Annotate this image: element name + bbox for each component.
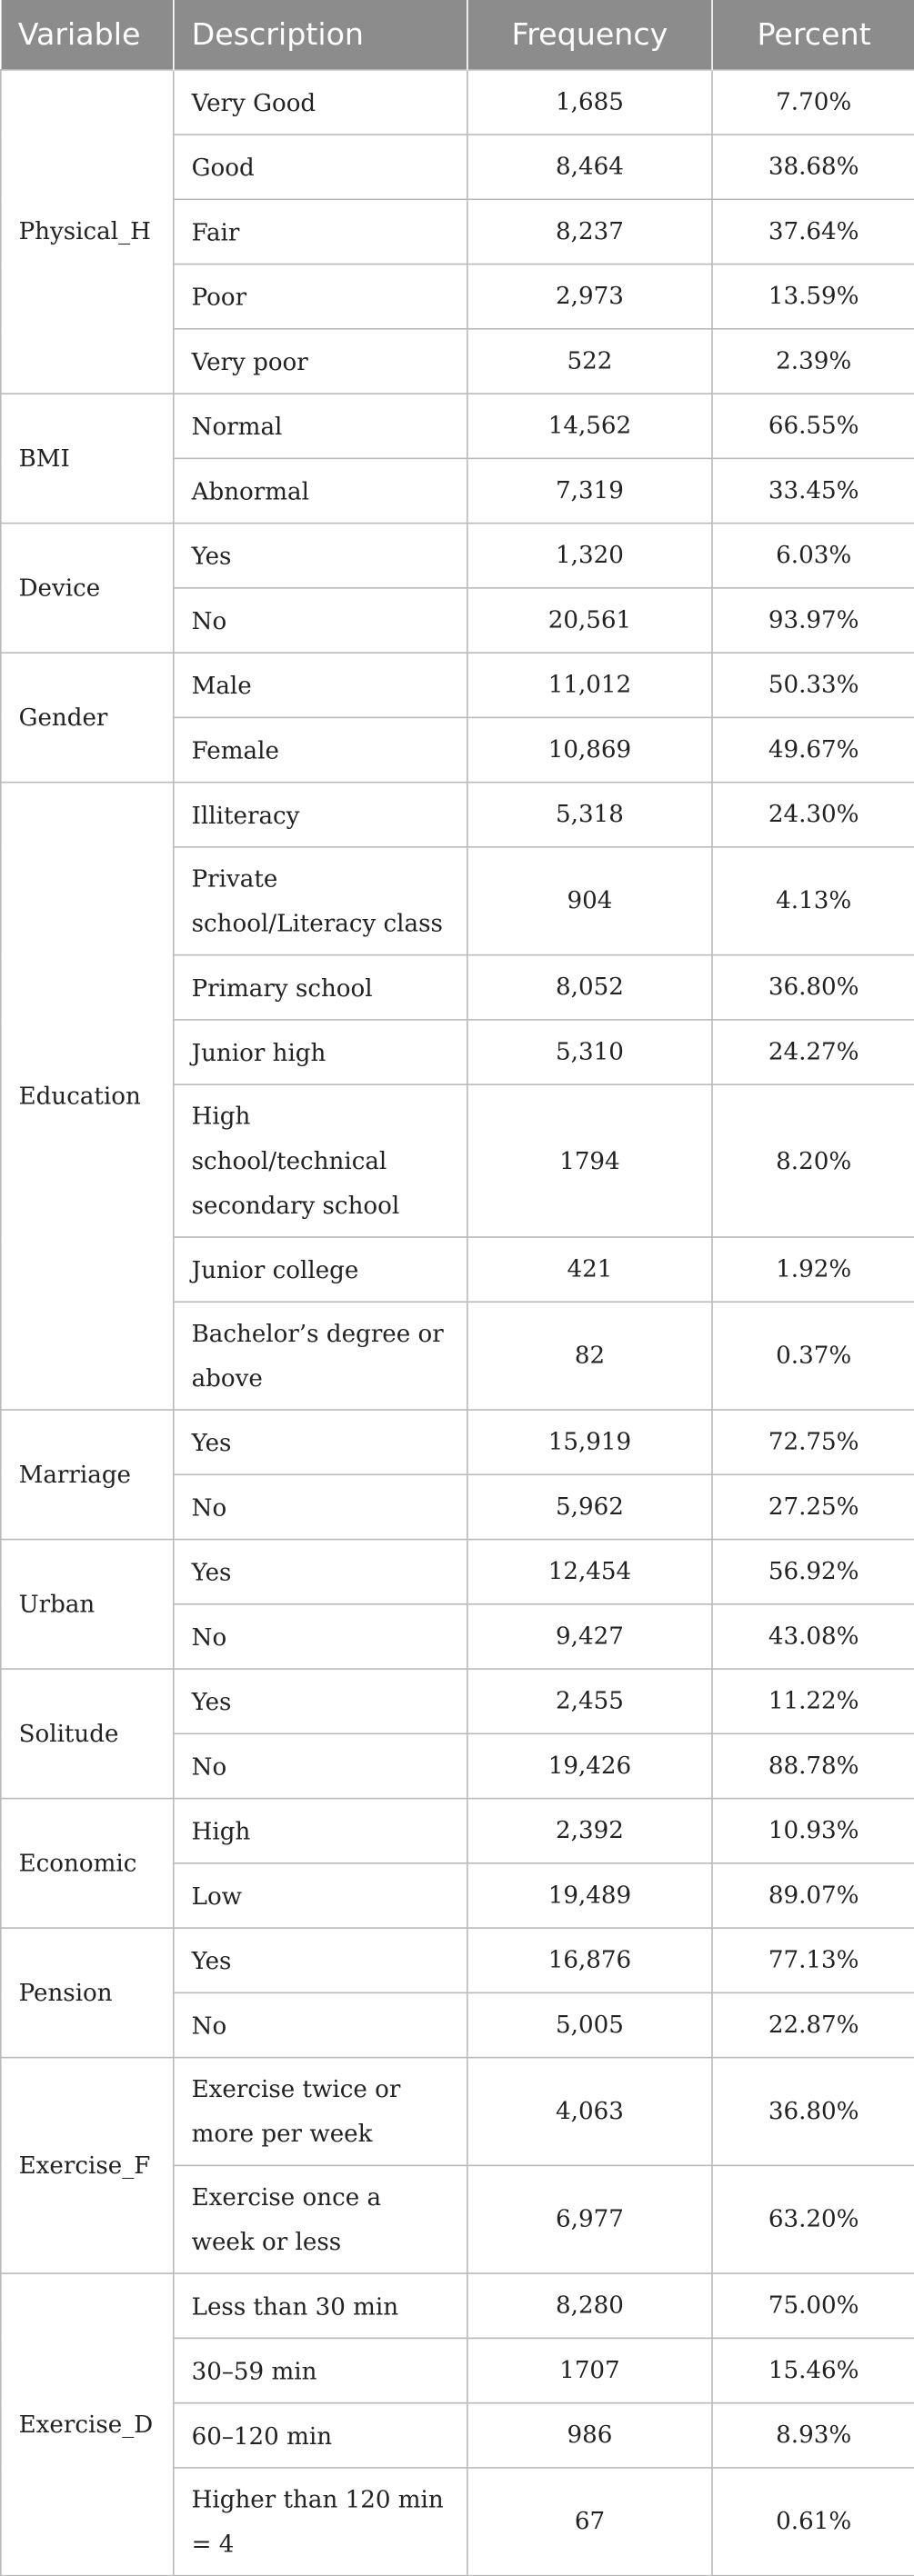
description-cell: Higher than 120 min = 4 bbox=[174, 2468, 467, 2576]
description-cell: Good bbox=[174, 135, 467, 199]
description-cell: No bbox=[174, 588, 467, 653]
description-cell: No bbox=[174, 1733, 467, 1798]
header-description: Description bbox=[174, 0, 467, 70]
table-row bbox=[1, 653, 914, 717]
percent-cell: 49.67% bbox=[712, 717, 914, 782]
description-cell: Illiteracy bbox=[174, 783, 467, 847]
description-cell: Private school/Literacy class bbox=[174, 847, 467, 955]
description-cell: Female bbox=[174, 717, 467, 782]
table-header bbox=[1, 0, 914, 70]
table-row bbox=[1, 2058, 914, 2166]
description-cell: Yes bbox=[174, 1540, 467, 1604]
variable-cell: Exercise_F bbox=[1, 2058, 174, 2274]
percent-cell: 36.80% bbox=[712, 955, 914, 1020]
variable-cell: Gender bbox=[1, 653, 174, 783]
percent-cell: 1.92% bbox=[712, 1237, 914, 1302]
frequency-cell: 16,876 bbox=[467, 1928, 712, 1992]
frequency-cell: 82 bbox=[467, 1302, 712, 1410]
table-row bbox=[1, 1799, 914, 1863]
description-cell: No bbox=[174, 1604, 467, 1669]
frequency-cell: 1,320 bbox=[467, 524, 712, 588]
frequency-cell: 904 bbox=[467, 847, 712, 955]
description-cell: Poor bbox=[174, 265, 467, 329]
variable-cell: Device bbox=[1, 524, 174, 654]
percent-cell: 36.80% bbox=[712, 2058, 914, 2166]
variable-cell: Urban bbox=[1, 1540, 174, 1670]
variable-cell: Marriage bbox=[1, 1410, 174, 1540]
table-row bbox=[1, 1669, 914, 1733]
percent-cell: 8.93% bbox=[712, 2403, 914, 2468]
frequency-cell: 15,919 bbox=[467, 1410, 712, 1474]
percent-cell: 89.07% bbox=[712, 1863, 914, 1928]
header-row bbox=[1, 0, 914, 70]
percent-cell: 0.61% bbox=[712, 2468, 914, 2576]
percent-cell: 11.22% bbox=[712, 1669, 914, 1733]
frequency-cell: 9,427 bbox=[467, 1604, 712, 1669]
percent-cell: 0.37% bbox=[712, 1302, 914, 1410]
description-cell: High bbox=[174, 1799, 467, 1863]
variable-cell: Physical_H bbox=[1, 70, 174, 394]
description-cell: Yes bbox=[174, 1410, 467, 1474]
frequency-cell: 8,464 bbox=[467, 135, 712, 199]
frequency-cell: 5,962 bbox=[467, 1474, 712, 1539]
variable-cell: BMI bbox=[1, 394, 174, 524]
percent-cell: 50.33% bbox=[712, 653, 914, 717]
frequency-cell: 1707 bbox=[467, 2338, 712, 2402]
description-cell: Primary school bbox=[174, 955, 467, 1020]
frequency-cell: 12,454 bbox=[467, 1540, 712, 1604]
variable-cell: Education bbox=[1, 783, 174, 1410]
description-cell: Bachelor’s degree or above bbox=[174, 1302, 467, 1410]
table-row bbox=[1, 783, 914, 847]
frequency-cell: 6,977 bbox=[467, 2165, 712, 2273]
table-row bbox=[1, 1928, 914, 1992]
frequency-cell: 8,237 bbox=[467, 199, 712, 264]
frequency-cell: 67 bbox=[467, 2468, 712, 2576]
percent-cell: 66.55% bbox=[712, 394, 914, 458]
description-cell: Fair bbox=[174, 199, 467, 264]
table-row bbox=[1, 1540, 914, 1604]
description-cell: Exercise once a week or less bbox=[174, 2165, 467, 2273]
frequency-cell: 2,455 bbox=[467, 1669, 712, 1733]
description-cell: High school/technical secondary school bbox=[174, 1084, 467, 1237]
description-cell: Low bbox=[174, 1863, 467, 1928]
percent-cell: 7.70% bbox=[712, 70, 914, 135]
frequency-cell: 421 bbox=[467, 1237, 712, 1302]
percent-cell: 15.46% bbox=[712, 2338, 914, 2402]
frequency-cell: 8,280 bbox=[467, 2273, 712, 2338]
description-cell: No bbox=[174, 1474, 467, 1539]
description-cell: 60–120 min bbox=[174, 2403, 467, 2468]
frequency-cell: 20,561 bbox=[467, 588, 712, 653]
frequency-cell: 10,869 bbox=[467, 717, 712, 782]
variable-cell: Economic bbox=[1, 1799, 174, 1929]
description-cell: Yes bbox=[174, 524, 467, 588]
description-cell: Exercise twice or more per week bbox=[174, 2058, 467, 2166]
percent-cell: 13.59% bbox=[712, 265, 914, 329]
header-variable: Variable bbox=[1, 0, 174, 70]
table-row bbox=[1, 1410, 914, 1474]
percent-cell: 24.27% bbox=[712, 1020, 914, 1084]
description-cell: Junior college bbox=[174, 1237, 467, 1302]
percent-cell: 33.45% bbox=[712, 458, 914, 523]
header-percent: Percent bbox=[712, 0, 914, 70]
table-row bbox=[1, 2273, 914, 2338]
frequency-cell: 19,426 bbox=[467, 1733, 712, 1798]
percent-cell: 37.64% bbox=[712, 199, 914, 264]
percent-cell: 24.30% bbox=[712, 783, 914, 847]
percent-cell: 10.93% bbox=[712, 1799, 914, 1863]
frequency-cell: 1,685 bbox=[467, 70, 712, 135]
description-cell: Very Good bbox=[174, 70, 467, 135]
frequency-cell: 19,489 bbox=[467, 1863, 712, 1928]
frequency-cell: 4,063 bbox=[467, 2058, 712, 2166]
frequency-cell: 2,973 bbox=[467, 265, 712, 329]
percent-cell: 88.78% bbox=[712, 1733, 914, 1798]
frequency-cell: 5,318 bbox=[467, 783, 712, 847]
percent-cell: 63.20% bbox=[712, 2165, 914, 2273]
percent-cell: 22.87% bbox=[712, 1992, 914, 2057]
header-frequency: Frequency bbox=[467, 0, 712, 70]
percent-cell: 4.13% bbox=[712, 847, 914, 955]
percent-cell: 75.00% bbox=[712, 2273, 914, 2338]
frequency-cell: 1794 bbox=[467, 1084, 712, 1237]
percent-cell: 6.03% bbox=[712, 524, 914, 588]
table-row bbox=[1, 394, 914, 458]
percent-cell: 56.92% bbox=[712, 1540, 914, 1604]
table-body bbox=[1, 70, 914, 2576]
frequency-cell: 14,562 bbox=[467, 394, 712, 458]
table-row bbox=[1, 524, 914, 588]
frequency-cell: 5,310 bbox=[467, 1020, 712, 1084]
percent-cell: 77.13% bbox=[712, 1928, 914, 1992]
frequency-cell: 5,005 bbox=[467, 1992, 712, 2057]
percent-cell: 72.75% bbox=[712, 1410, 914, 1474]
percent-cell: 93.97% bbox=[712, 588, 914, 653]
variable-cell: Solitude bbox=[1, 1669, 174, 1799]
variable-cell: Exercise_D bbox=[1, 2273, 174, 2576]
frequency-cell: 7,319 bbox=[467, 458, 712, 523]
variable-cell: Pension bbox=[1, 1928, 174, 2058]
description-cell: Very poor bbox=[174, 329, 467, 394]
description-cell: Yes bbox=[174, 1928, 467, 1992]
percent-cell: 8.20% bbox=[712, 1084, 914, 1237]
description-cell: Male bbox=[174, 653, 467, 717]
frequency-cell: 11,012 bbox=[467, 653, 712, 717]
frequency-cell: 8,052 bbox=[467, 955, 712, 1020]
frequency-cell: 986 bbox=[467, 2403, 712, 2468]
frequency-cell: 522 bbox=[467, 329, 712, 394]
description-cell: Less than 30 min bbox=[174, 2273, 467, 2338]
description-cell: Abnormal bbox=[174, 458, 467, 523]
description-cell: No bbox=[174, 1992, 467, 2057]
percent-cell: 43.08% bbox=[712, 1604, 914, 1669]
description-cell: Yes bbox=[174, 1669, 467, 1733]
table-row bbox=[1, 70, 914, 135]
percent-cell: 2.39% bbox=[712, 329, 914, 394]
percent-cell: 38.68% bbox=[712, 135, 914, 199]
description-cell: Normal bbox=[174, 394, 467, 458]
frequency-cell: 2,392 bbox=[467, 1799, 712, 1863]
description-cell: Junior high bbox=[174, 1020, 467, 1084]
description-cell: 30–59 min bbox=[174, 2338, 467, 2402]
percent-cell: 27.25% bbox=[712, 1474, 914, 1539]
